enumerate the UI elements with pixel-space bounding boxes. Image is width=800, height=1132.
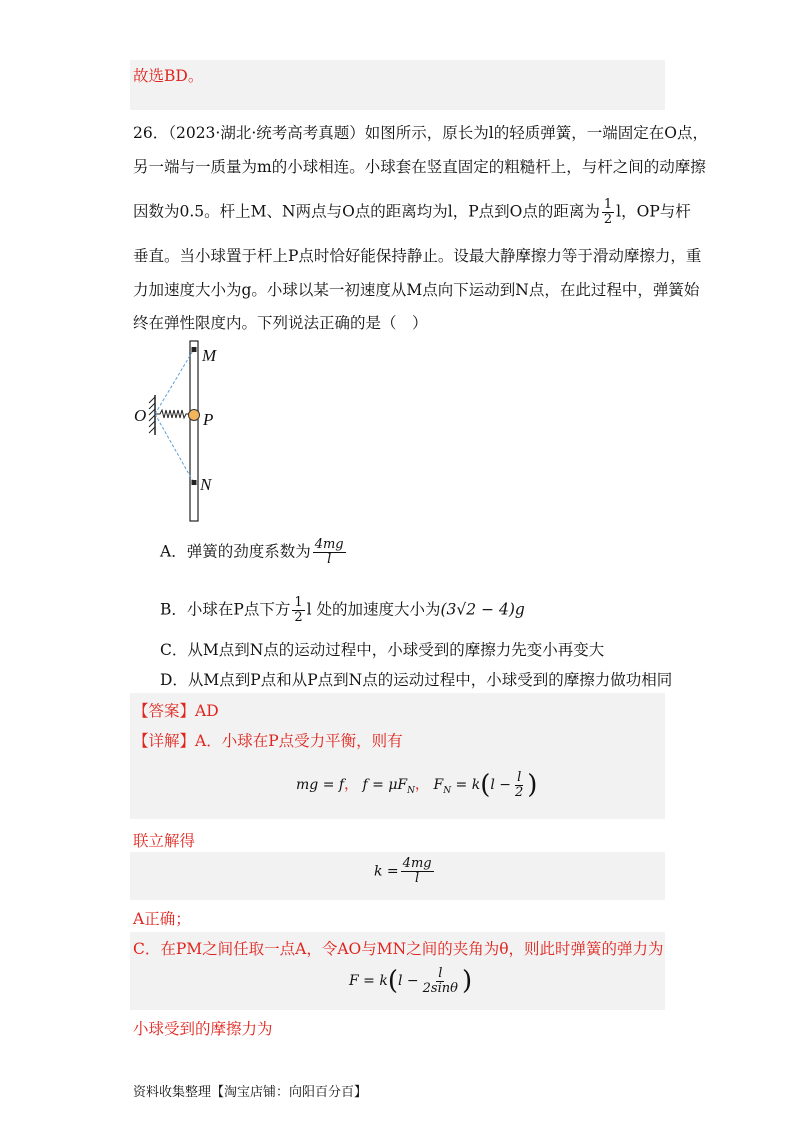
option-A: A．弹簧的劲度系数为 $\frac{4mg}{l}$ — [160, 537, 344, 567]
option-C: C．从M点到N点的运动过程中，小球受到的摩擦力先变小再变大 — [160, 641, 605, 659]
wall-hatch — [149, 397, 155, 433]
question-line-2: 另一端与一质量为m的小球相连。小球套在竖直固定的粗糙杆上，与杆之间的动摩擦 — [133, 158, 706, 176]
question-line-3a: 因数为0.5。杆上M、N两点与O点的距离均为l，P点到O点的距离为 — [133, 202, 600, 221]
physics-figure — [130, 337, 250, 527]
marker-N — [192, 480, 197, 485]
dashed-OM — [155, 349, 194, 414]
prev-answer-box — [130, 60, 665, 110]
question-line-4: 垂直。当小球置于杆上P点时恰好能保持静止。设最大静摩擦力等于滑动摩擦力，重 — [133, 247, 702, 265]
prev-answer: 故选BD。 — [133, 67, 204, 85]
question-fraction: $\frac{1}{2}$ — [603, 197, 613, 227]
spring — [155, 410, 190, 418]
question-line-3b: l，OP与杆 — [616, 202, 691, 221]
combine-text: 联立解得 — [133, 832, 196, 850]
rod — [190, 341, 198, 521]
option-D: D．从M点到P点和从P点到N点的运动过程中，小球受到的摩擦力做功相同 — [160, 671, 673, 689]
question-line-1: 26．（2023·湖北·统考高考真题）如图所示，原长为l的轻质弹簧，一端固定在O点， — [133, 124, 708, 142]
detail: 【详解】A．小球在P点受力平衡，则有 — [133, 732, 403, 750]
c-analysis: C．在PM之间任取一点A，令AO与MN之间的夹角为θ，则此时弹簧的弹力为 — [133, 940, 664, 958]
dashed-ON — [155, 414, 194, 483]
option-B: B．小球在P点下方 $\frac{1}{2}$ l 处的加速度大小为(3√2 − 4)g — [160, 595, 525, 625]
footer: 资料收集整理【淘宝店铺：向阳百分百】 — [133, 1085, 368, 1100]
equation-3: F = k(l − $\frac{l}{2\sin\theta}$ ) — [349, 965, 473, 996]
label-N: N — [200, 475, 212, 494]
label-M: M — [202, 346, 217, 365]
a-correct: A正确； — [133, 910, 191, 928]
question-line-5: 力加速度大小为g。小球以某一初速度从M点向下运动到N点，在此过程中，弹簧始 — [133, 281, 700, 299]
equation-2: k = $\frac{4mg}{l}$ — [374, 856, 432, 886]
answer: 【答案】AD — [133, 702, 219, 720]
friction-text: 小球受到的摩擦力为 — [133, 1020, 273, 1038]
label-P: P — [203, 410, 214, 429]
marker-M — [192, 347, 197, 352]
label-O: O — [134, 406, 147, 425]
equation-1: mg = f， $f = \mu F_N$， $F_N = k(l$ − $\frac{l}{2}$ ) — [296, 769, 538, 800]
question-line-6: 终在弹性限度内。下列说法正确的是（ ） — [133, 314, 428, 332]
ball — [189, 410, 200, 421]
question-line-3 — [133, 198, 691, 227]
